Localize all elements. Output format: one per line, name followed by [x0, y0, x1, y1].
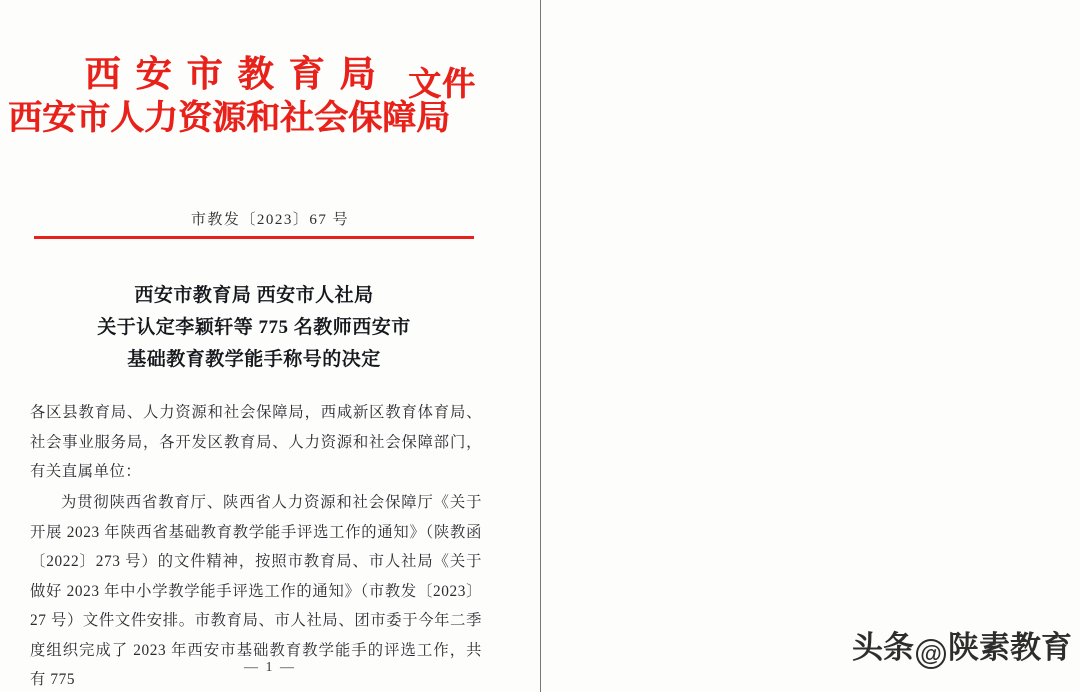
watermark-prefix: 头条 — [852, 630, 914, 665]
watermark-account: 陕素教育 — [948, 630, 1072, 665]
document-title-line-1: 西安市教育局 西安市人社局 — [134, 285, 374, 306]
letterhead-wenjian-label: 文件 — [408, 67, 476, 103]
page-right — [540, 0, 1080, 692]
document-title — [34, 280, 474, 376]
letterhead-org-line-1: 西安市教育局 — [84, 54, 391, 94]
watermark-overlay — [852, 622, 1072, 669]
letterhead-org-line-2: 西安市人力资源和社会保障局 — [8, 100, 450, 137]
document-number: 市教发〔2023〕67 号 — [190, 212, 350, 228]
watermark-at-icon: @ — [916, 639, 946, 669]
letterhead-red-rule — [34, 236, 474, 239]
page-number-left: — 1 — — [244, 660, 296, 675]
body-paragraph-1: 为贯彻陕西省教育厅、陕西省人力资源和社会保障厅《关于开展 2023 年陕西省基础教育教学能手评选工作的通知》（陕教函〔2022〕273 号）的文件精神，按照市教育局、市人社局《关于做好 2023 年中小学教学能手评选工作的通知》（市教发〔2023〕27 号）文件文件安排。市教育局、市人社局、团市委于今年二季度组织完成了 2023 年西安市基础教育教学能手的评选工作，共有 775 — [30, 494, 482, 688]
addressee-paragraph: 各区县教育局、人力资源和社会保障局，西咸新区教育体育局、社会事业服务局，各开发区教育局、人力资源和社会保障部门，有关直属单位： — [30, 404, 482, 480]
document-title-line-3: 基础教育教学能手称号的决定 — [127, 349, 381, 370]
page-gutter-divider — [540, 0, 541, 692]
document-title-line-2: 关于认定李颖轩等 775 名教师西安市 — [97, 317, 411, 338]
